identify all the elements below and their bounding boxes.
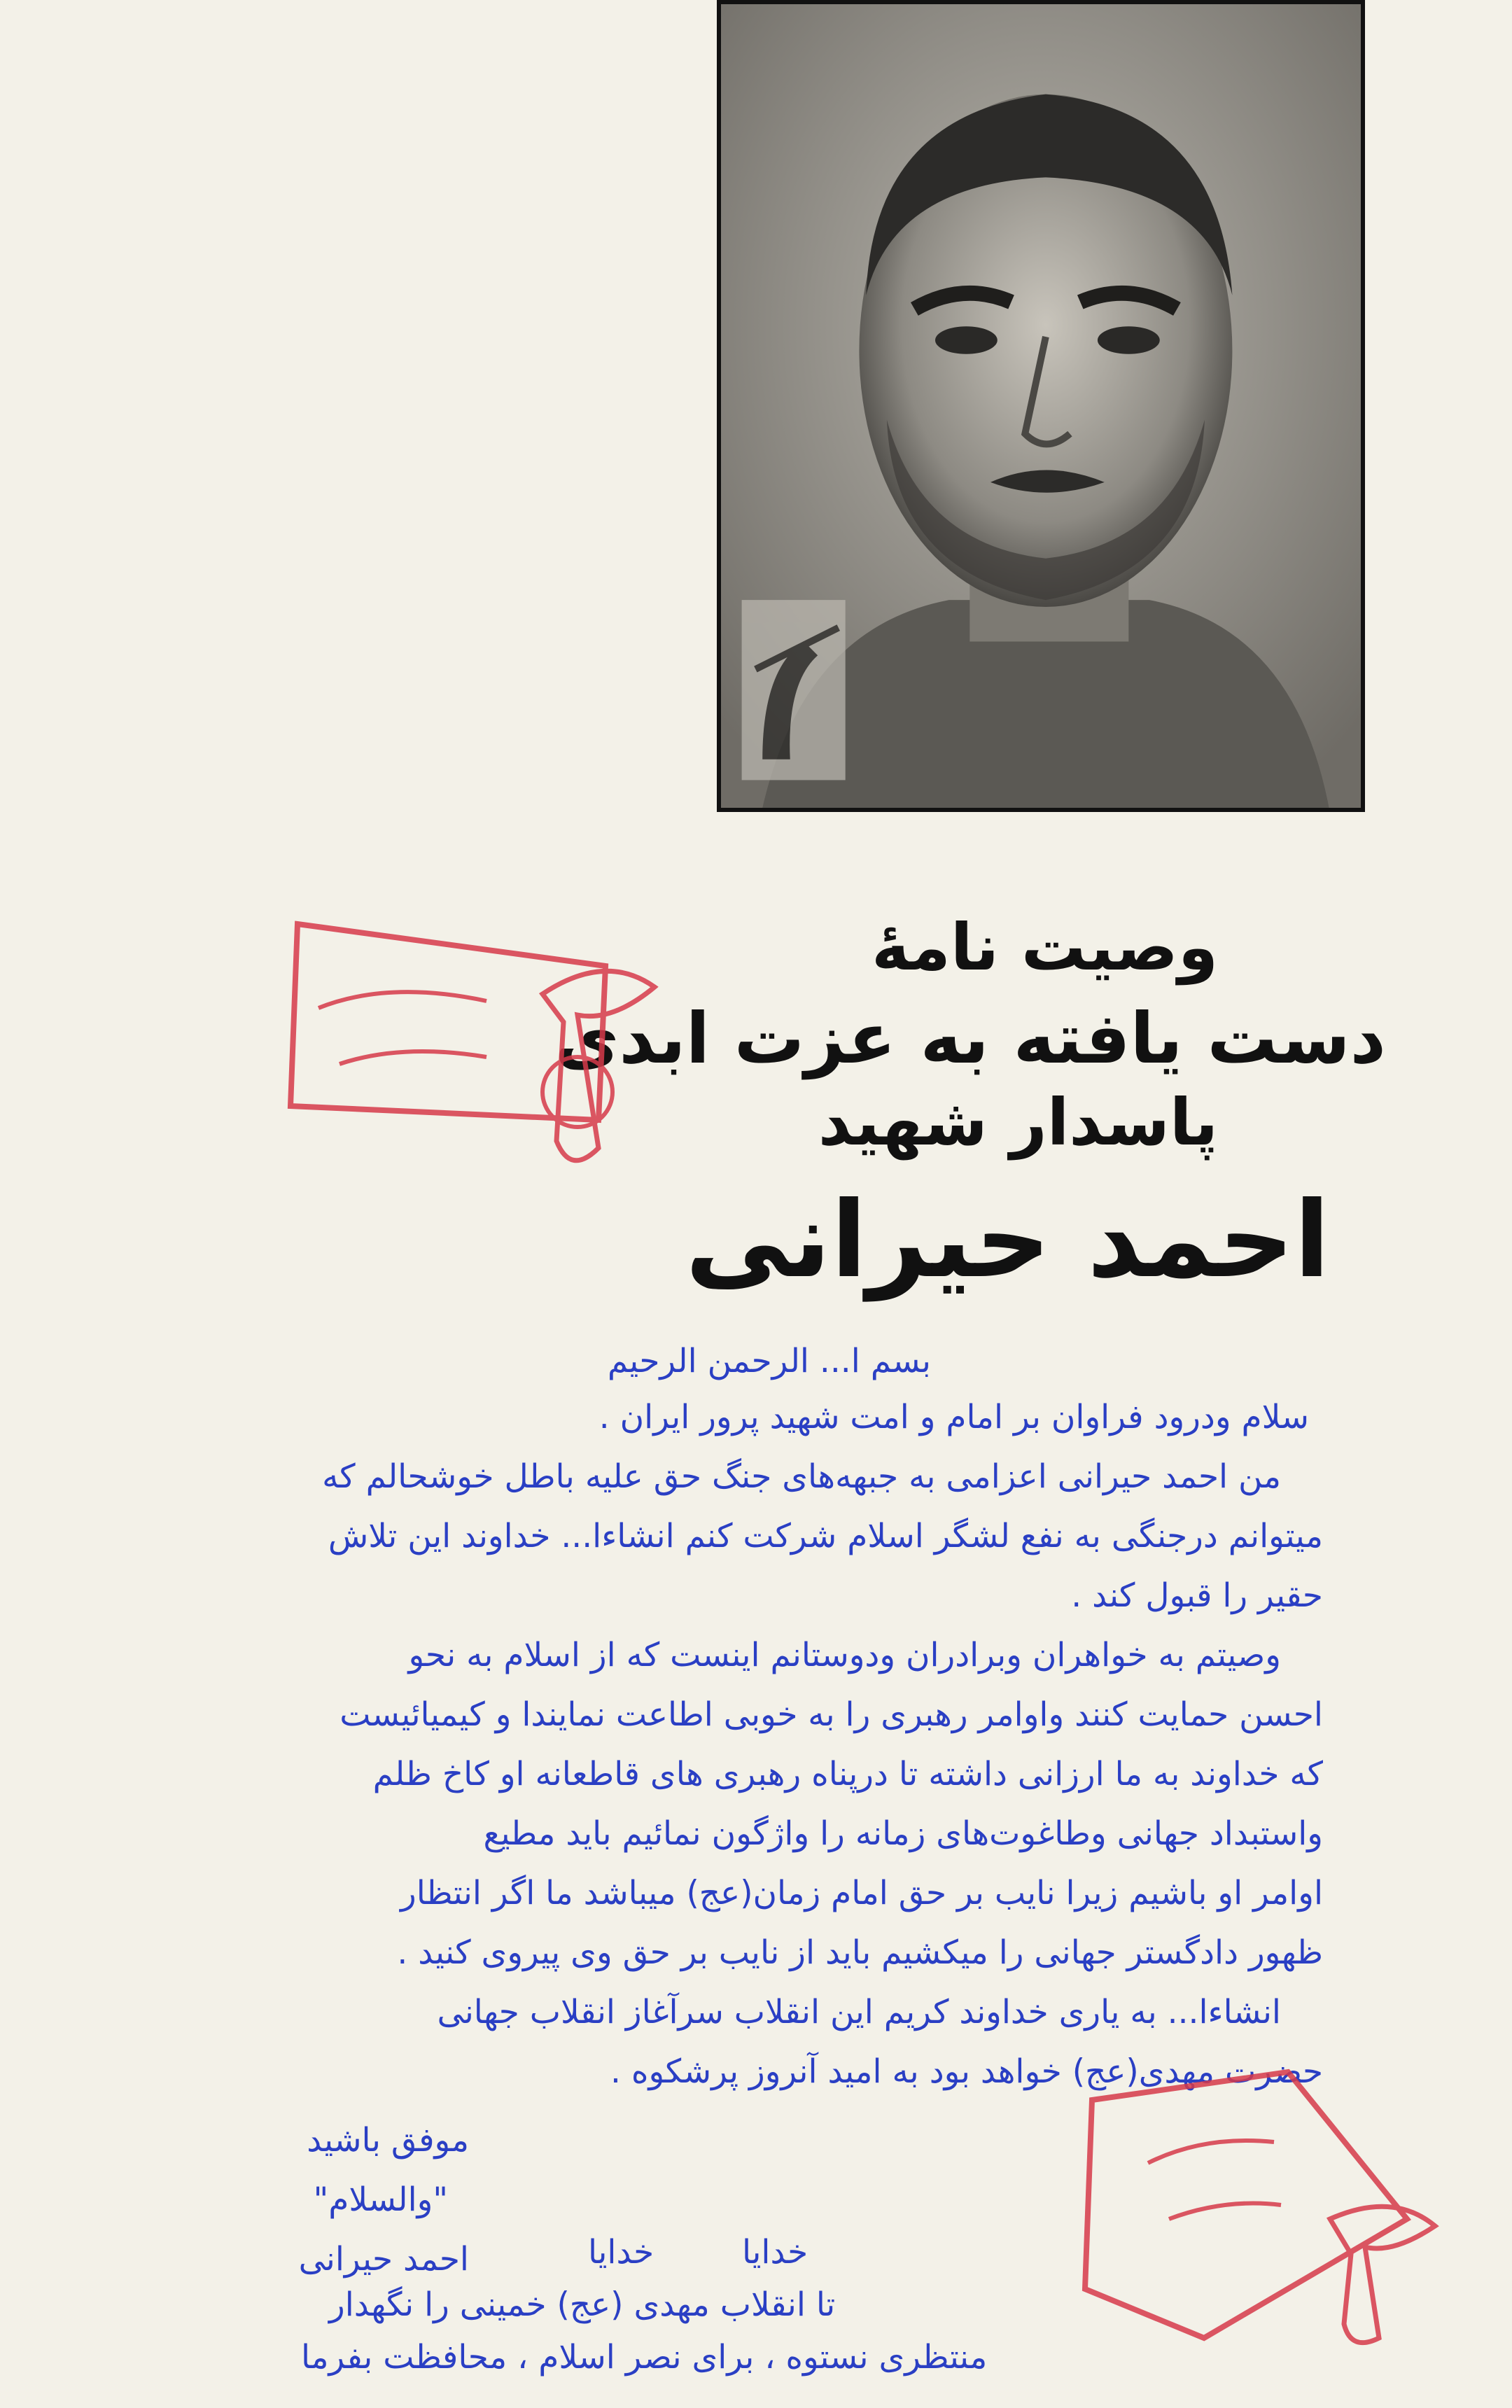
footer-line2: تا انقلاب مهدی (عج) خمینی را نگهدار: [329, 2286, 836, 2324]
letter-line: حضرت مهدی(عج) خواهد بود به امید آنروز پرشکوه .: [610, 2052, 1323, 2091]
heading-line1: وصیت نامهٔ: [872, 910, 1218, 985]
letter-line: من احمد حیرانی اعزامی به جبهه‌های جنگ حق علیه باطل خوشحالم که: [322, 1457, 1281, 1496]
letter-line: بسم ا... الرحمن الرحیم: [607, 1342, 931, 1380]
letter-line: سلام ودرود فراوان بر امام و امت شهید پرور ایران .: [598, 1398, 1309, 1436]
portrait-photo: [717, 0, 1365, 812]
letter-line: اوامر او باشیم زیرا نایب بر حق امام زمان(عج) میباشد ما اگر انتظار: [400, 1874, 1323, 1912]
letter-line: انشاءا... به یاری خداوند کریم این انقلاب سرآغاز انقلاب جهانی: [437, 1993, 1281, 2031]
letter-line: ظهور دادگستر جهانی را میکشیم باید از نایب بر حق وی پیروی کنید .: [397, 1933, 1323, 1972]
cemetery-stamp: [276, 910, 668, 1190]
closing-line3: احمد حیرانی: [298, 2240, 469, 2278]
footer-word-khodaya: خدایا: [742, 2233, 808, 2272]
heading-line3: پاسدار شهید: [818, 1085, 1218, 1160]
letter-line: واستبداد جهانی وطاغوت‌های زمانه را واژگون نمائیم باید مطیع: [483, 1814, 1323, 1853]
letter-line: میتوانم درجنگی به نفع لشگر اسلام شرکت کنم انشاءا... خداوند این تلاش: [328, 1517, 1323, 1555]
letter-line: که خداوند به ما ارزانی داشته تا درپناه رهبری های قاطعانه او کاخ ظلم: [372, 1755, 1323, 1793]
letter-line: احسن حمایت کنند واوامر رهبری را به خوبی اطاعت نمایندا و کیمیائیست: [340, 1695, 1323, 1734]
footer-line3: منتظری نستوه ، برای نصر اسلام ، محافظت بفرما: [301, 2338, 988, 2376]
closing-line2: "والسلام": [313, 2180, 448, 2219]
closing-line1: موفق باشید: [307, 2121, 469, 2160]
martyr-name: احمد حیرانی: [685, 1180, 1330, 1301]
letter-line: وصیتم به خواهران وبرادران ودوستانم اینست که از اسلام به نحو: [408, 1636, 1281, 1674]
cemetery-stamp-2: [1064, 2058, 1456, 2352]
footer-word-khodaya-2: خدایا: [588, 2233, 654, 2272]
heading-line2: دست یافته به عزت ابدی: [554, 997, 1386, 1079]
letter-line: حقیر را قبول کند .: [1071, 1576, 1323, 1615]
